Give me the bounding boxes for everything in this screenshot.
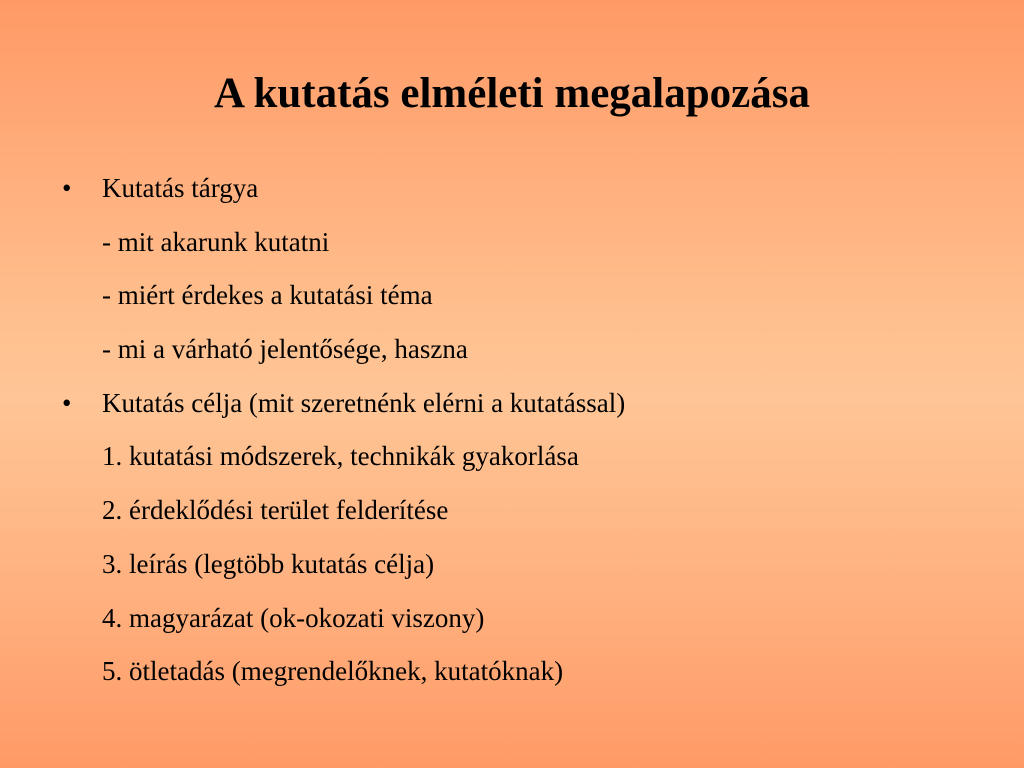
- list-item-text: 2. érdeklődési terület felderítése: [102, 495, 449, 526]
- list-item-text: Kutatás tárgya: [102, 173, 259, 203]
- list-item-subline: [60, 432, 1000, 486]
- list-item-bullet: [60, 379, 1000, 433]
- list-item-text: Kutatás célja (mit szeretnénk elérni a kutatással): [102, 387, 626, 418]
- list-item-subline: [60, 271, 1000, 325]
- slide-content: [60, 164, 1000, 701]
- list-item-subline: [60, 325, 1000, 379]
- list-item-text: 4. magyarázat (ok-okozati viszony): [102, 602, 485, 633]
- list-item-text: 3. leírás (legtöbb kutatás célja): [102, 548, 435, 579]
- list-item-subline: [60, 486, 1000, 540]
- list-item-subline: [60, 540, 1000, 594]
- slide-title: A kutatás elméleti megalapozása: [214, 70, 810, 117]
- list-item-subline: [60, 594, 1000, 648]
- bullet-icon: •: [62, 173, 72, 203]
- list-item-bullet: [60, 164, 1000, 218]
- list-item-subline: [60, 218, 1000, 272]
- list-item-subline: [60, 647, 1000, 701]
- bullet-icon: •: [62, 387, 72, 418]
- list-item-text: - mit akarunk kutatni: [102, 226, 330, 257]
- list-item-text: - mi a várható jelentősége, haszna: [102, 334, 468, 365]
- list-item-text: 1. kutatási módszerek, technikák gyakorlása: [102, 441, 579, 472]
- list-item-text: 5. ötletadás (megrendelőknek, kutatóknak): [102, 656, 564, 687]
- list-item-text: - miért érdekes a kutatási téma: [102, 280, 433, 311]
